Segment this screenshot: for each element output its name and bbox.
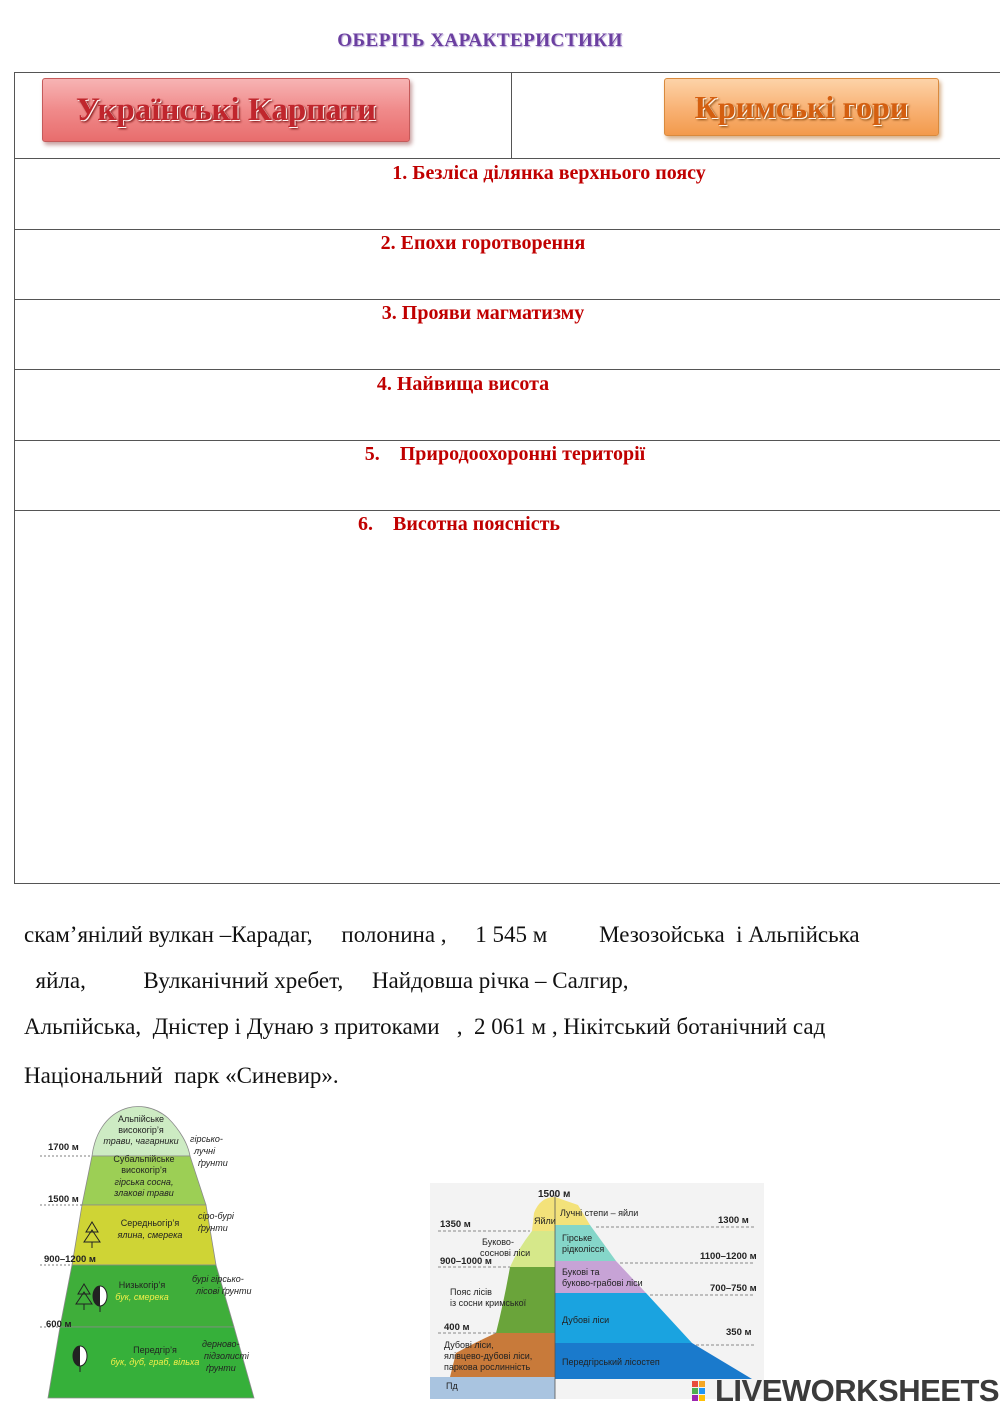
table-row-divider bbox=[14, 369, 1000, 370]
height-label: 900–1000 м bbox=[440, 1256, 492, 1267]
soil-text: гірсько- bbox=[190, 1134, 223, 1144]
criterion-6: 6. Висотна поясність bbox=[357, 513, 561, 535]
belt-text: Пд bbox=[446, 1381, 458, 1391]
belt-text: бук, дуб, граб, вільха bbox=[110, 1357, 200, 1367]
soil-text: ґрунти bbox=[206, 1363, 236, 1373]
answer-options-line-2: яйла, Вулканічний хребет, Найдовша річка – Салгир, bbox=[24, 968, 629, 993]
belt-text: Дубові ліси, bbox=[444, 1340, 494, 1350]
belt-text: Пояс лісів bbox=[450, 1287, 492, 1297]
criterion-5: 5. Природоохоронні території bbox=[364, 443, 646, 465]
answer-options-line-3: Альпійська, Дністер і Дунаю з притоками , 2 061 м , Нікітський ботанічний сад bbox=[24, 1014, 826, 1039]
table-row-divider bbox=[14, 510, 1000, 511]
criterion-4: 4. Найвища висота bbox=[376, 373, 550, 395]
carpathians-zonation-diagram bbox=[40, 1098, 280, 1402]
height-label: 700–750 м bbox=[710, 1283, 757, 1294]
belt-text: паркова рослинність bbox=[444, 1362, 531, 1372]
height-label: 400 м bbox=[444, 1322, 470, 1333]
height-label: 1300 м bbox=[718, 1215, 749, 1226]
soil-text: ґрунти bbox=[198, 1158, 228, 1168]
criterion-2: 2. Епохи горотворення bbox=[380, 232, 586, 254]
liveworksheets-watermark bbox=[692, 1373, 999, 1409]
belt-text: Лучні степи – яйли bbox=[560, 1208, 639, 1218]
soil-text: підзолисті bbox=[204, 1351, 249, 1361]
belt-text: гірська сосна, bbox=[114, 1177, 174, 1187]
liveworksheets-logo-icon bbox=[692, 1381, 712, 1403]
answer-options-line-4: Національний парк «Синевир». bbox=[24, 1063, 339, 1088]
height-label: 1100–1200 м bbox=[700, 1251, 757, 1262]
soil-text: лучні bbox=[194, 1146, 216, 1156]
summit-height-label: 1500 м bbox=[538, 1189, 571, 1200]
belt-text: із сосни кримської bbox=[450, 1298, 527, 1308]
soil-text: дерново- bbox=[202, 1339, 240, 1349]
belt-text: Субальпійське bbox=[113, 1154, 175, 1164]
soil-text: лісові ґрунти bbox=[196, 1286, 252, 1296]
belt-text: бук, смерека bbox=[115, 1292, 169, 1302]
criterion-3: 3. Прояви магматизму bbox=[381, 302, 585, 324]
belt-text: Букові та bbox=[562, 1267, 600, 1277]
table-row-divider bbox=[14, 299, 1000, 300]
table-row-divider bbox=[14, 440, 1000, 441]
belt-text: високогір’я bbox=[121, 1165, 167, 1175]
belt-text: Яйли bbox=[534, 1216, 556, 1226]
height-label: 1350 м bbox=[440, 1219, 471, 1230]
height-label: 1500 м bbox=[48, 1194, 79, 1205]
belt-text: Гірське bbox=[562, 1233, 593, 1243]
belt-text: високогір’я bbox=[118, 1125, 164, 1135]
belt-text: Альпійське bbox=[117, 1114, 165, 1124]
watermark-text: LIVEWORKSHEETS bbox=[715, 1373, 1000, 1408]
carpathians-header: Українські Карпати bbox=[42, 78, 410, 142]
soil-text: бурі гірсько- bbox=[192, 1274, 244, 1284]
criterion-1: 1. Безліса ділянка верхнього поясу bbox=[392, 162, 706, 184]
belt-text: Низькогір’я bbox=[118, 1280, 166, 1290]
belt-text: буково-грабові ліси bbox=[562, 1278, 643, 1288]
height-label: 350 м bbox=[726, 1327, 752, 1338]
belt-text: Буково- bbox=[482, 1237, 514, 1247]
belt-text: ялівцево-дубові ліси, bbox=[444, 1351, 533, 1361]
belt-text: соснові ліси bbox=[480, 1248, 531, 1258]
belt-text: Дубові ліси bbox=[562, 1315, 610, 1325]
height-label: 600 м bbox=[46, 1319, 72, 1330]
belt-text: рідколісся bbox=[562, 1244, 605, 1254]
answer-options-line-1: скам’янілий вулкан –Карадаг, полонина , 1 545 м Мезозойська і Альпійська bbox=[24, 922, 860, 947]
belt-text: ялина, смерека bbox=[117, 1230, 183, 1240]
table-column-divider bbox=[511, 72, 512, 158]
table-row-divider bbox=[14, 229, 1000, 230]
belt-text: злакові трави bbox=[114, 1188, 174, 1198]
height-label: 900–1200 м bbox=[44, 1254, 96, 1265]
crimea-zonation-diagram bbox=[430, 1183, 764, 1399]
table-row-divider bbox=[14, 158, 1000, 159]
soil-text: сіро-бурі bbox=[198, 1211, 234, 1221]
belt-text: трави, чагарники bbox=[103, 1136, 179, 1146]
belt-text: Передгір’я bbox=[133, 1345, 177, 1355]
soil-text: ґрунти bbox=[198, 1223, 228, 1233]
belt-text: Середньогір’я bbox=[120, 1218, 180, 1228]
characteristics-table bbox=[14, 72, 1000, 884]
crimean-mountains-header: Кримські гори bbox=[664, 78, 939, 136]
belt-text: Передгірський лісостеп bbox=[562, 1357, 660, 1367]
height-label: 1700 м bbox=[48, 1142, 79, 1153]
page-title: ОБЕРІТЬ ХАРАКТЕРИСТИКИ bbox=[337, 30, 623, 51]
